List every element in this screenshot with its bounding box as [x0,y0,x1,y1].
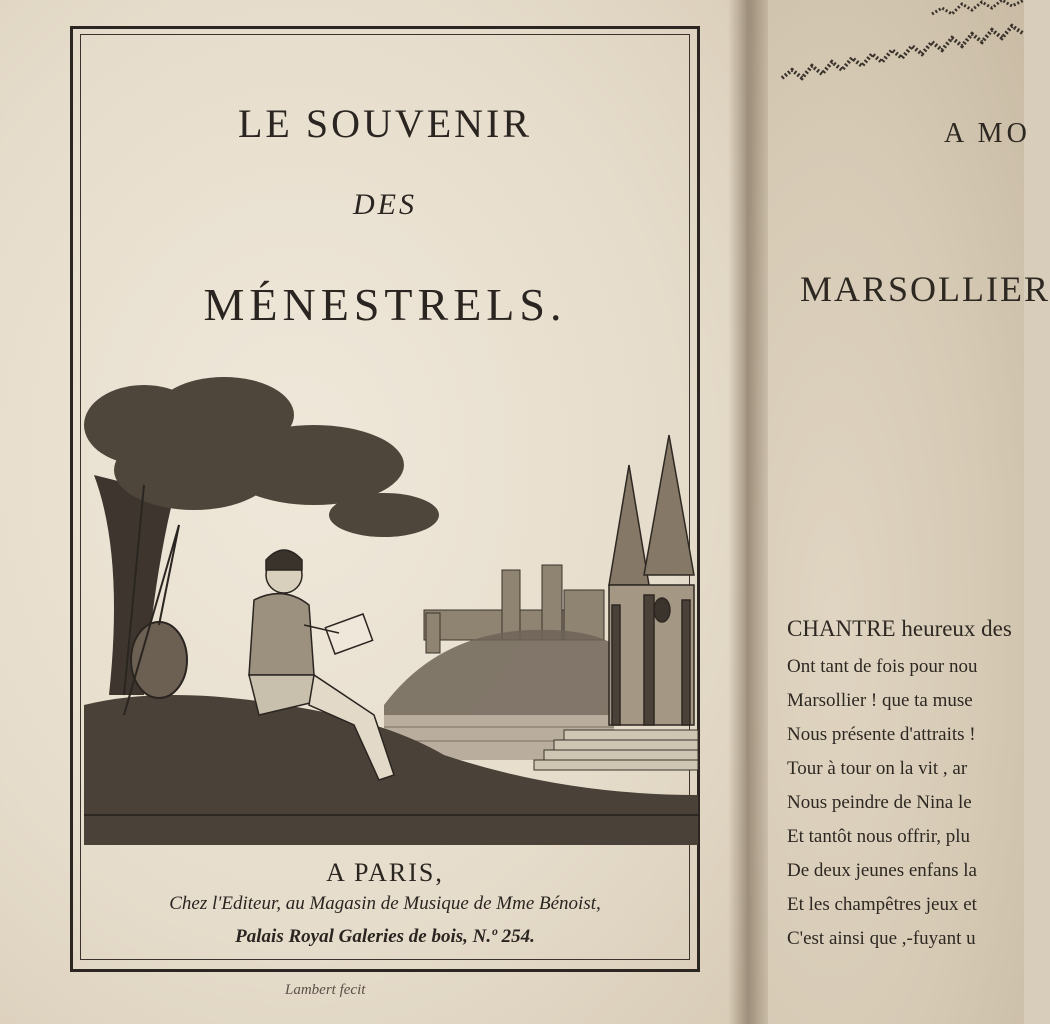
poem-line: C'est ainsi que ,-fuyant u [787,928,976,949]
engraver-signature: Lambert fecit [285,982,366,998]
decorative-zigzag-rule [782,0,1024,90]
imprint-address: Palais Royal Galeries de bois, N.º 254. [235,926,535,947]
title-line-1: LE SOUVENIR [237,101,533,146]
poem-text [787,608,1024,956]
poem-line: CHANTRE heureux des [787,616,1012,641]
poem-line: Et tantôt nous offrir, plu [787,826,971,847]
poem-line: Nous présente d'attraits ! [787,724,976,745]
imprint-publisher: Chez l'Editeur, au Magasin de Musique de Mme Bénoist, [169,893,601,914]
dedicatee-name: MARSOLLIER [800,269,1050,309]
poem-line: De deux jeunes enfans la [787,860,977,881]
book-gutter [728,0,768,1024]
poem-line: Marsollier ! que ta muse [787,690,973,711]
title-line-3: MÉNESTRELS. [203,279,567,330]
poem-line: Tour à tour on la vit , ar [787,758,968,779]
title-line-2: DES [353,188,417,221]
gothic-chapel-illustration [609,435,694,725]
imprint-city: A PARIS, [326,858,444,887]
poem-line: Et les champêtres jeux et [787,894,977,915]
dedication-heading: A MO [944,118,1031,149]
minstrel-engraving [84,375,698,845]
poem-line: Nous peindre de Nina le [787,792,972,813]
poem-line: Ont tant de fois pour nou [787,656,978,677]
